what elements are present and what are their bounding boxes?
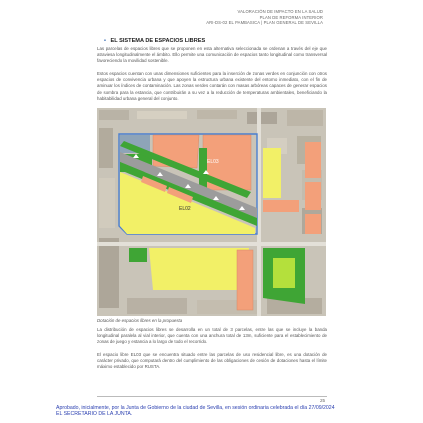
parcel-salmon-right-2 bbox=[305, 142, 321, 178]
paragraph-2: Estos espacios cuentan con unas dimensiones suficientes para la inserción de zonas verdes en conjunción con otros espacios de convivencia urbana y que apoyen la estructura urbana existente del entorno inmediato, con el fin de aminuar los índices de contaminación. Las zonas verdes contarán con masas arbóreas capaces de generar espacios de sombra para la estancia, que contribuirán a su vez a la reducción de temperaturas ambientales, beneficiando la habitabilidad urbana general del conjunto. bbox=[97, 71, 327, 101]
green-space-bottom-right-inner bbox=[273, 258, 295, 288]
label-el02: EL02 bbox=[179, 206, 191, 212]
header-line-3: ARI-DS-02 EL PAMBASICA | PLAN GENERAL DE SEVILLA bbox=[206, 20, 323, 26]
parcel-salmon-right-4 bbox=[305, 214, 321, 234]
paragraph-3: La distribución de espacios libres se desarrolla en un total de 3 parcelas, entre las que se incluye la banda longitudinal paralela al vial interior, que cuenta con una anchura total de 13m, suficiente para el establecimiento de zonas de juego y estancia a lo largo de todo el recorrido. bbox=[97, 327, 327, 345]
section-heading bbox=[104, 38, 205, 44]
page-header bbox=[206, 9, 323, 26]
parcel-salmon-bottom bbox=[237, 250, 253, 310]
approval-stamp bbox=[56, 405, 335, 417]
parcel-salmon-right-1 bbox=[263, 200, 299, 212]
figure-caption: Dotación de espacios libres en la propuesta bbox=[97, 318, 183, 323]
paragraph-1: Las parcelas de espacios libres que se proponen en esta alternativa seleccionada se ordenan a través del eje que atraviesa longitudinalmente el ámbito. Ello permite una comunicación de espacios tanto longitudinal como transversal favoreciendo la movilidad sostenible. bbox=[97, 46, 327, 64]
green-space-el03 bbox=[199, 148, 207, 188]
section-bullet: • bbox=[104, 38, 106, 44]
parcel-salmon-right-3 bbox=[305, 182, 321, 210]
green-space-bottom-left bbox=[129, 248, 147, 262]
page-number: 25 bbox=[320, 398, 326, 403]
footer-divider bbox=[97, 396, 327, 397]
label-el03: EL03 bbox=[207, 159, 219, 165]
approval-line-1: Aprobado, inicialmente, por la Junta de Gobierno de la ciudad de Sevilla, en sesión ordinaria celebrada el día 27/09/2024 bbox=[56, 405, 335, 411]
parcel-yellow-right bbox=[263, 148, 281, 198]
site-plan-map bbox=[97, 108, 326, 316]
parcel-yellow-bottom bbox=[149, 248, 249, 290]
header-line-2: PLAN DE REFORMA INTERIOR bbox=[259, 14, 323, 20]
section-title-text: EL SISTEMA DE ESPACIOS LIBRES bbox=[110, 38, 206, 44]
approval-line-2: EL SECRETARIO DE LA JUNTA. bbox=[56, 411, 133, 418]
road-horizontal bbox=[97, 242, 326, 246]
header-line-1: VALORACIÓN DE IMPACTO EN LA SALUD bbox=[237, 9, 323, 14]
paragraph-4: El espacio libre EL03 que se encuentra situado entre las parcelas de uso residencial libre, es una dotación de carácter privado, que computará dentro del cumplimiento de las obligaciones de cesión de dotaciones hasta el límite máximo establecido por RUSTA. bbox=[97, 352, 327, 370]
aerial-map-image bbox=[97, 108, 326, 316]
